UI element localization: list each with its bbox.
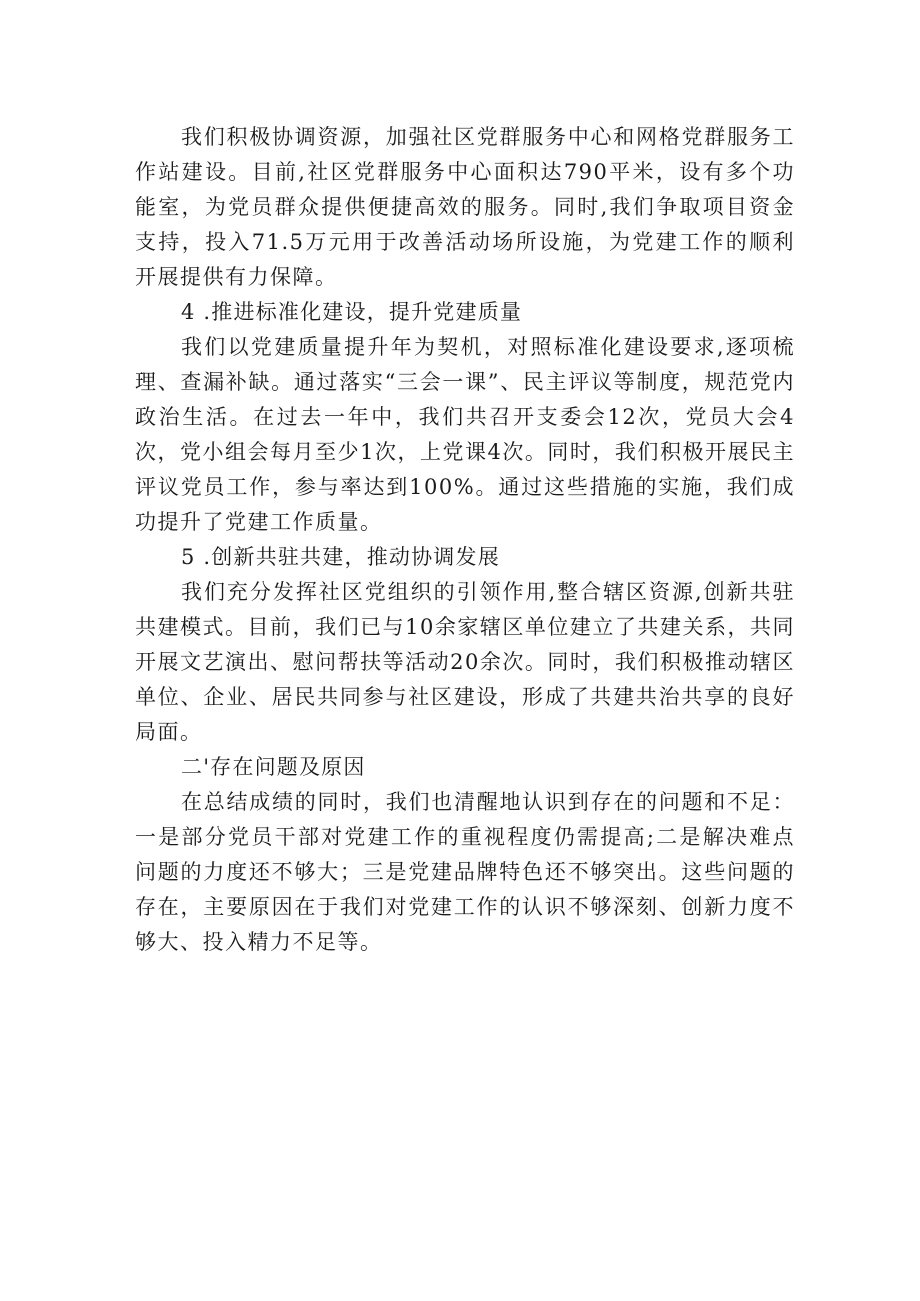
paragraph-co-construction: 我们充分发挥社区党组织的引领作用,整合辖区资源,创新共驻共建模式。目前，我们已与10余家辖区单位建立了共建关系，共同开展文艺演出、慰问帮扶等活动20余次。同时，我们积极推动辖区单位、企业、居民共同参与社区建设，形成了共建共治共享的良好局面。 <box>135 580 795 744</box>
document-body <box>135 120 795 960</box>
paragraph-facilities: 我们积极协调资源，加强社区党群服务中心和网格党群服务工作站建设。目前,社区党群服务中心面积达790平米，设有多个功能室，为党员群众提供便捷高效的服务。同时,我们争取项目资金支持，投入71.5万元用于改善活动场所设施，为党建工作的顺利开展提供有力保障。 <box>135 125 795 289</box>
paragraph-problems: 在总结成绩的同时，我们也清醒地认识到存在的问题和不足：一是部分党员干部对党建工作的重视程度仍需提高;二是解决难点问题的力度还不够大；三是党建品牌特色还不够突出。这些问题的存在，主要原因在于我们对党建工作的认识不够深刻、创新力度不够大、投入精力不足等。 <box>135 790 795 954</box>
section-heading-4: 4 .推进标准化建设，提升党建质量 <box>181 300 523 324</box>
paragraph-standardization: 我们以党建质量提升年为契机，对照标准化建设要求,逐项梳理、查漏补缺。通过落实“三会一课”、民主评议等制度，规范党内政治生活。在过去一年中，我们共召开支委会12次，党员大会4次，党小组会每月至少1次，上党课4次。同时，我们积极开展民主评议党员工作，参与率达到100%。通过这些措施的实施，我们成功提升了党建工作质量。 <box>135 335 795 534</box>
section-heading-5: 5 .创新共驻共建，推动协调发展 <box>181 545 500 569</box>
section-heading-problems: 二'存在问题及原因 <box>181 755 366 779</box>
